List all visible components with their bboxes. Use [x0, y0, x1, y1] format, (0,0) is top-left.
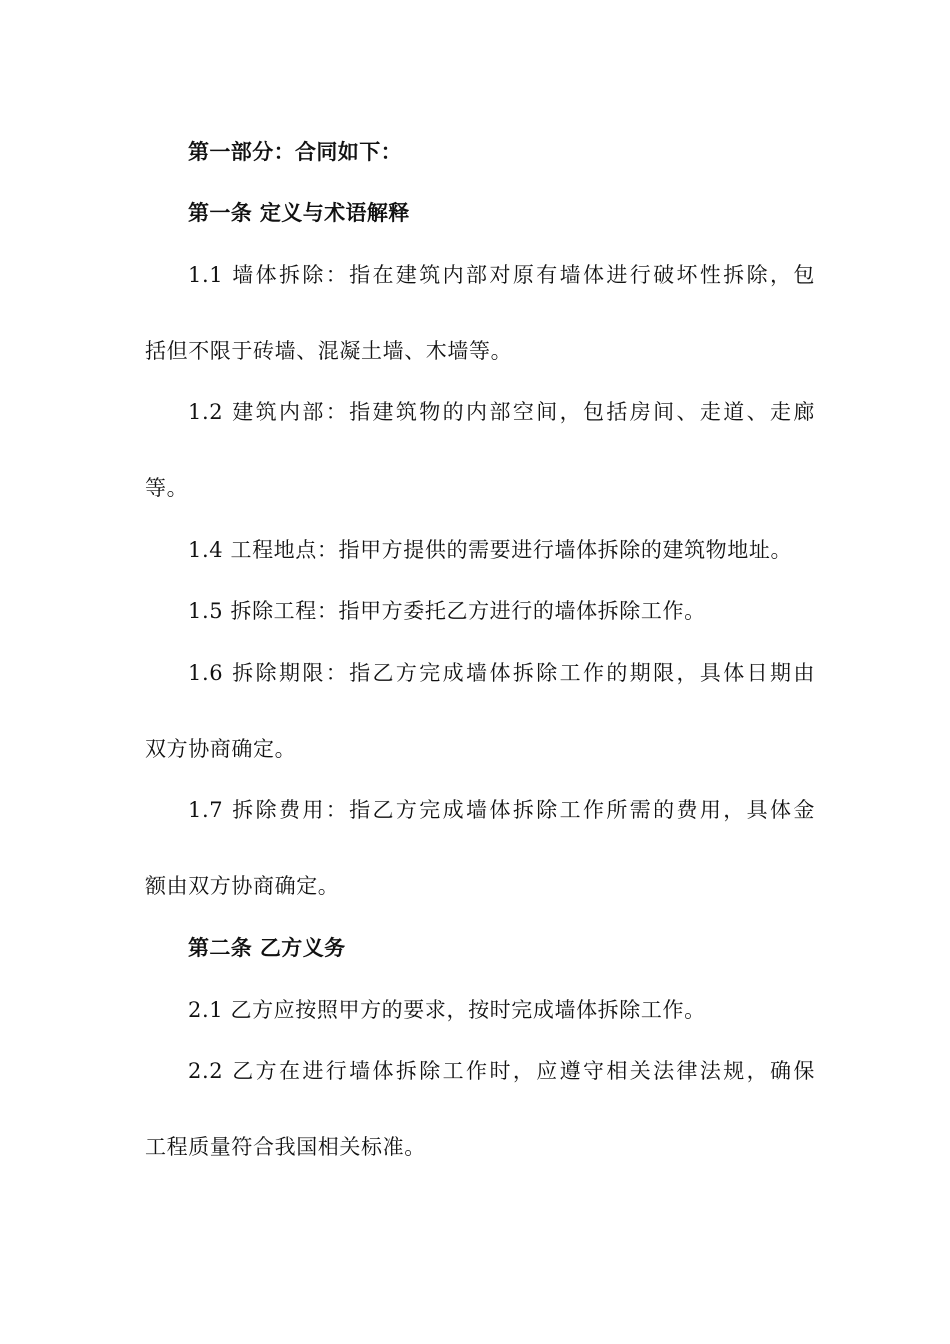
- clause-1-7-line-1: 1.7 拆除费用：指乙方完成墙体拆除工作所需的费用，具体金: [188, 798, 815, 822]
- clause-2-2-line-1: 2.2 乙方在进行墙体拆除工作时，应遵守相关法律法规，确保: [188, 1059, 815, 1083]
- article-1-heading: 第一条 定义与术语解释: [188, 201, 410, 225]
- part-heading: 第一部分：合同如下：: [188, 140, 402, 164]
- clause-1-4: 1.4 工程地点：指甲方提供的需要进行墙体拆除的建筑物地址。: [188, 538, 793, 562]
- clause-1-5: 1.5 拆除工程：指甲方委托乙方进行的墙体拆除工作。: [188, 599, 706, 623]
- clause-1-1-line-1: 1.1 墙体拆除：指在建筑内部对原有墙体进行破坏性拆除，包: [188, 263, 815, 287]
- clause-1-6-line-2: 双方协商确定。: [145, 737, 297, 761]
- clause-2-1: 2.1 乙方应按照甲方的要求，按时完成墙体拆除工作。: [188, 998, 706, 1022]
- article-2-heading: 第二条 乙方义务: [188, 936, 346, 960]
- clause-2-2-line-2: 工程质量符合我国相关标准。: [145, 1135, 426, 1159]
- clause-1-6-line-1: 1.6 拆除期限：指乙方完成墙体拆除工作的期限，具体日期由: [188, 661, 815, 685]
- clause-1-2-line-1: 1.2 建筑内部：指建筑物的内部空间，包括房间、走道、走廊: [188, 400, 815, 424]
- clause-1-1-line-2: 括但不限于砖墙、混凝土墙、木墙等。: [145, 339, 513, 363]
- clause-1-2-line-2: 等。: [145, 476, 189, 500]
- clause-1-7-line-2: 额由双方协商确定。: [145, 874, 340, 898]
